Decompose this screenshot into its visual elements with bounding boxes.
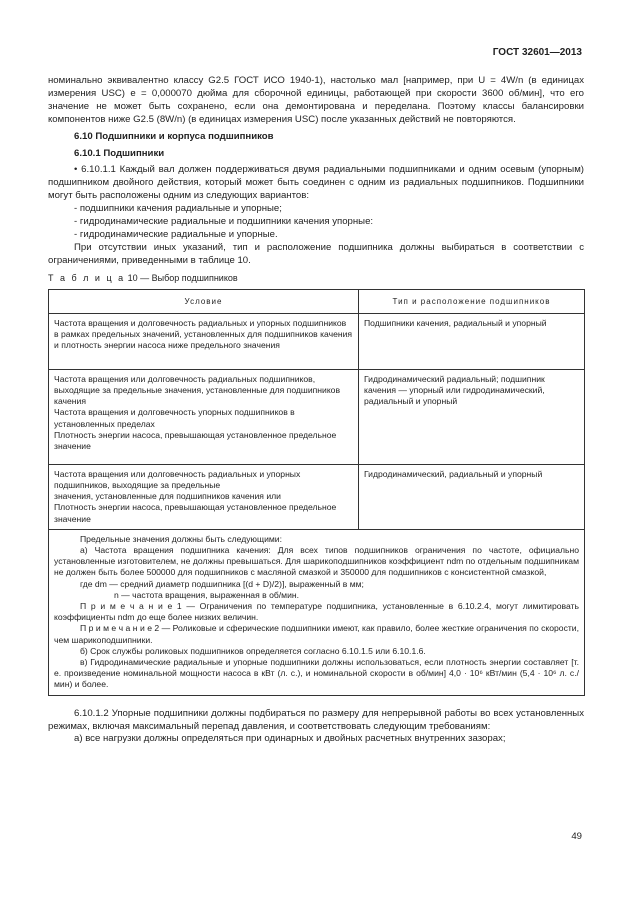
paragraph-6-10-1-1: • 6.10.1.1 Каждый вал должен поддерживаться двумя радиальными подшипниками и одним осевым (упорным) подшипником двойного действия, который может быть соединен с одним из радиальных подшипников. Подшипники могут быть расположены одним из следующих вариантов:	[48, 164, 584, 202]
page-number: 49	[571, 831, 582, 842]
table-note: П р и м е ч а н и е 2 — Роликовые и сферические подшипники имеют, как правило, более жесткие ограничения по скорости, чем шарикоподшипники.	[54, 623, 579, 645]
table-caption-text: 10 — Выбор подшипников	[127, 272, 238, 283]
variant-item: - гидродинамические радиальные и упорные.	[74, 228, 278, 240]
type-cell: Подшипники качения, радиальный и упорный	[359, 313, 585, 369]
condition-cell: Частота вращения или долговечность радиальных подшипников, выходящие за предельные значения, установленные для подшипников качения Частота вращения и долговечность упорных подшипников в установленных пределах Плотность энергии насоса, превышающая установленное предельное значение	[49, 369, 359, 464]
table-note: в) Гидродинамические радиальные и упорные подшипники должны использоваться, если плотность энергии составляет [т. е. произведение номинальной мощности насоса в кВт (л. с.), и номинальной скорости в об/мин] 4,0 · 10⁶ кВт/мин (5,4 · 10⁶ л. с./мин) и более.	[54, 657, 579, 690]
intro-paragraph: номинально эквивалентно классу G2.5 ГОСТ ИСО 1940-1), настолько мал [например, при U = 4W/n (в единицах измерения USC) e = 0,000070 дюйма для сборочной единицы, работающей при скорости 3600 об/мин], что его значение не может быть сохранено, если она демонтирована и переделана. Поэтому классы балансировки компонентов ниже G2.5 (8W/n) (в единицах измерения USC) после указанных действий не повторяются.	[48, 75, 584, 125]
document-header: ГОСТ 32601—2013	[492, 47, 582, 58]
table-note: где dm — средний диаметр подшипника [(d + D)/2)], выраженный в мм;	[80, 578, 364, 589]
column-header-type: Тип и расположение подшипников	[359, 289, 585, 313]
column-header-condition: Условие	[49, 289, 359, 313]
bearing-selection-table	[48, 289, 585, 696]
table-note: П р и м е ч а н и е 1 — Ограничения по температуре подшипника, установленные в 6.10.2.4, могут лимитировать коэффициенты ndm до еще более низких величин.	[54, 601, 579, 623]
table-row	[49, 369, 585, 464]
table-note: а) Частота вращения подшипника качения: Для всех типов подшипников ограничения по частоте, официально установленные изготовителем, не должны превышаться. Для шарикоподшипников коэффициент ndm по отдельным подшипникам не должен быть более 500000 для подшипников с масляной смазкой и 350000 для подшипников с консистентной смазкой,	[54, 545, 579, 578]
page-content	[48, 75, 584, 746]
type-cell: Гидродинамический радиальный; подшипник качения — упорный или гидродинамический, радиальный и упорный	[359, 369, 585, 464]
type-cell: Гидродинамический, радиальный и упорный	[359, 464, 585, 529]
table-note: б) Срок службы роликовых подшипников определяется согласно 6.10.1.5 или 6.10.1.6.	[80, 645, 426, 656]
table-row	[49, 313, 585, 369]
table-note: Предельные значения должны быть следующими:	[80, 533, 282, 544]
paragraph-item-a: а) все нагрузки должны определяться при одинарных и двойных расчетных внутренних зазорах;	[74, 733, 506, 745]
table-caption	[48, 272, 584, 285]
table-reference-paragraph: При отсутствии иных указаний, тип и расположение подшипника должны выбираться в соответствии с ограничениями, приведенными в таблице 10.	[48, 241, 584, 266]
paragraph-6-10-1-2: 6.10.1.2 Упорные подшипники должны подбираться по размеру для непрерывной работы во всех установленных режимах, включая максимальный перепад давления, и соответствовать следующим требованиям:	[48, 707, 584, 732]
table-row	[49, 464, 585, 529]
variant-item: - подшипники качения радиальные и упорные;	[74, 203, 282, 215]
table-header-row	[49, 289, 585, 313]
table-notes-cell	[49, 529, 585, 695]
table-note: n — частота вращения, выраженная в об/мин.	[114, 589, 300, 600]
subsection-title: 6.10.1 Подшипники	[74, 147, 165, 159]
table-caption-prefix: Т а б л и ц а	[48, 272, 126, 283]
condition-cell: Частота вращения или долговечность радиальных и упорных подшипников, выходящие за предельные значения, установленные для подшипников качения или Плотность энергии насоса, превышающая установленное предельное значение	[49, 464, 359, 529]
section-title: 6.10 Подшипники и корпуса подшипников	[74, 130, 274, 142]
condition-cell: Частота вращения и долговечность радиальных и упорных подшипников в рамках предельных значений, установленных для подшипников качения и плотность энергии насоса ниже предельного значения	[49, 313, 359, 369]
variant-item: - гидродинамические радиальные и подшипники качения упорные:	[74, 216, 374, 228]
table-notes-row	[49, 529, 585, 695]
